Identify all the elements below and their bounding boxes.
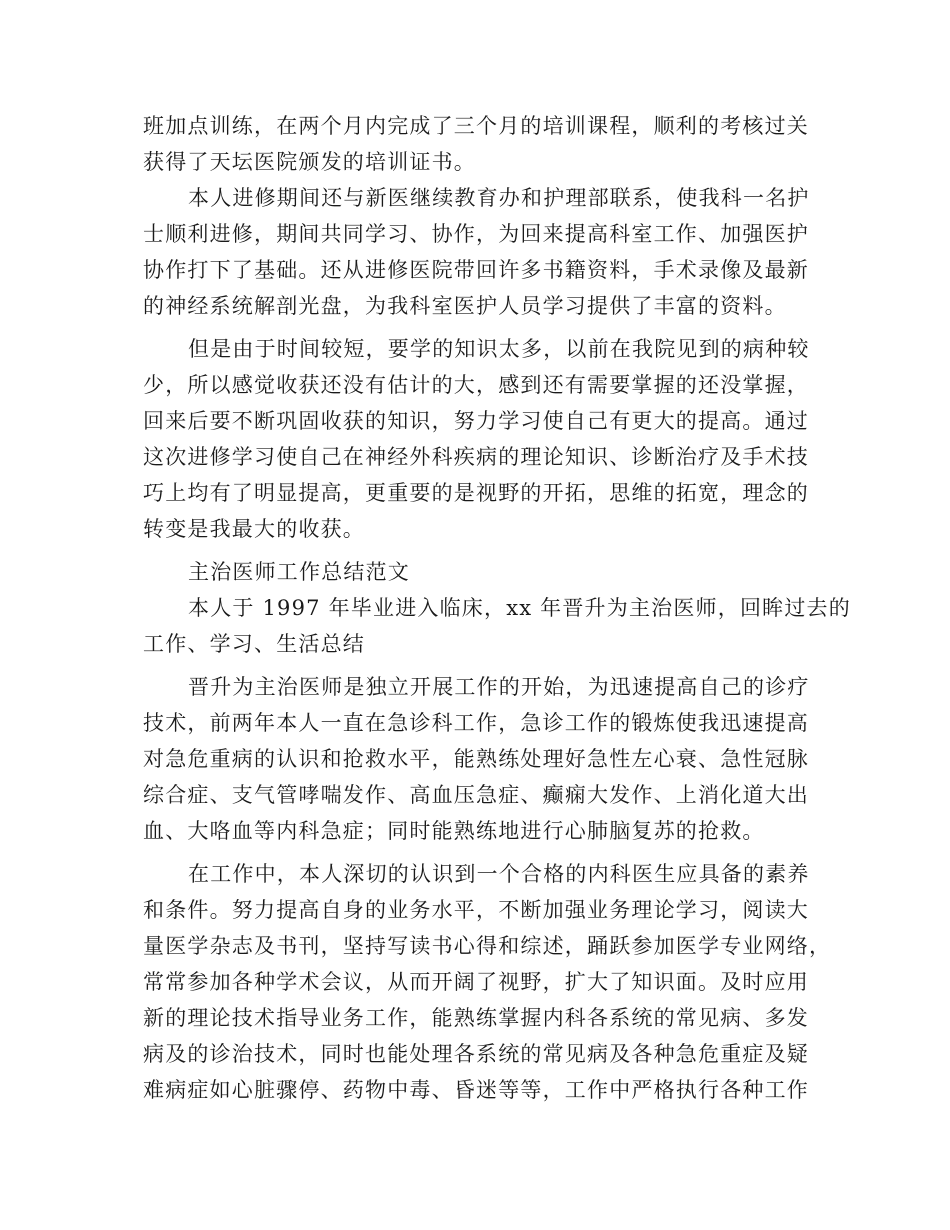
paragraph-line: 综合症、支气管哮喘发作、高血压急症、癫痫大发作、上消化道大出: [143, 783, 809, 807]
paragraph-line: 难病症如心脏骤停、药物中毒、昏迷等等，工作中严格执行各种工作: [143, 1078, 809, 1102]
paragraph-line: 的神经系统解剖光盘，为我科室医护人员学习提供了丰富的资料。: [143, 294, 787, 318]
paragraph-line: 血、大咯血等内科急症；同时能熟练地进行心肺脑复苏的抢救。: [143, 819, 765, 843]
paragraph-line: 对急危重病的认识和抢救水平，能熟练处理好急性左心衰、急性冠脉: [143, 747, 809, 771]
paragraph-line: 获得了天坛医院颁发的培训证书。: [143, 150, 476, 174]
paragraph-line: 晋升为主治医师是独立开展工作的开始，为迅速提高自己的诊疗: [188, 675, 810, 699]
paragraph-line: 班加点训练，在两个月内完成了三个月的培训课程，顺利的考核过关: [143, 114, 809, 138]
paragraph-line: 回来后要不断巩固收获的知识，努力学习使自己有更大的提高。通过: [143, 409, 809, 433]
paragraph-line: 在工作中，本人深切的认识到一个合格的内科医生应具备的素养: [188, 862, 810, 886]
paragraph-line: 技术，前两年本人一直在急诊科工作，急诊工作的锻炼使我迅速提高: [143, 711, 809, 735]
paragraph-line: 士顺利进修，期间共同学习、协作，为回来提高科室工作、加强医护: [143, 222, 809, 246]
paragraph-line: 协作打下了基础。还从进修医院带回许多书籍资料，手术录像及最新: [143, 258, 809, 282]
paragraph-line: 本人于 1997 年毕业进入临床，xx 年晋升为主治医师，回眸过去的: [188, 596, 851, 620]
paragraph-line: 和条件。努力提高自身的业务水平，不断加强业务理论学习，阅读大: [143, 898, 809, 922]
paragraph-line: 转变是我最大的收获。: [143, 517, 365, 541]
paragraph-line: 少，所以感觉收获还没有估计的大，感到还有需要掌握的还没掌握，: [143, 373, 809, 397]
paragraph-line: 新的理论技术指导业务工作，能熟练掌握内科各系统的常见病、多发: [143, 1006, 809, 1030]
paragraph-line: 但是由于时间较短，要学的知识太多，以前在我院见到的病种较: [188, 337, 810, 361]
paragraph-line: 量医学杂志及书刊，坚持写读书心得和综述，踊跃参加医学专业网络，: [143, 934, 832, 958]
paragraph-line: 病及的诊治技术，同时也能处理各系统的常见病及各种急危重症及疑: [143, 1042, 809, 1066]
section-heading: 主治医师工作总结范文: [188, 560, 410, 584]
paragraph-line: 本人进修期间还与新医继续教育办和护理部联系，使我科一名护: [188, 186, 810, 210]
paragraph-line: 巧上均有了明显提高，更重要的是视野的开拓，思维的拓宽，理念的: [143, 481, 809, 505]
paragraph-line: 这次进修学习使自己在神经外科疾病的理论知识、诊断治疗及手术技: [143, 445, 809, 469]
paragraph-line: 常常参加各种学术会议，从而开阔了视野，扩大了知识面。及时应用: [143, 970, 809, 994]
paragraph-line: 工作、学习、生活总结: [143, 632, 365, 656]
